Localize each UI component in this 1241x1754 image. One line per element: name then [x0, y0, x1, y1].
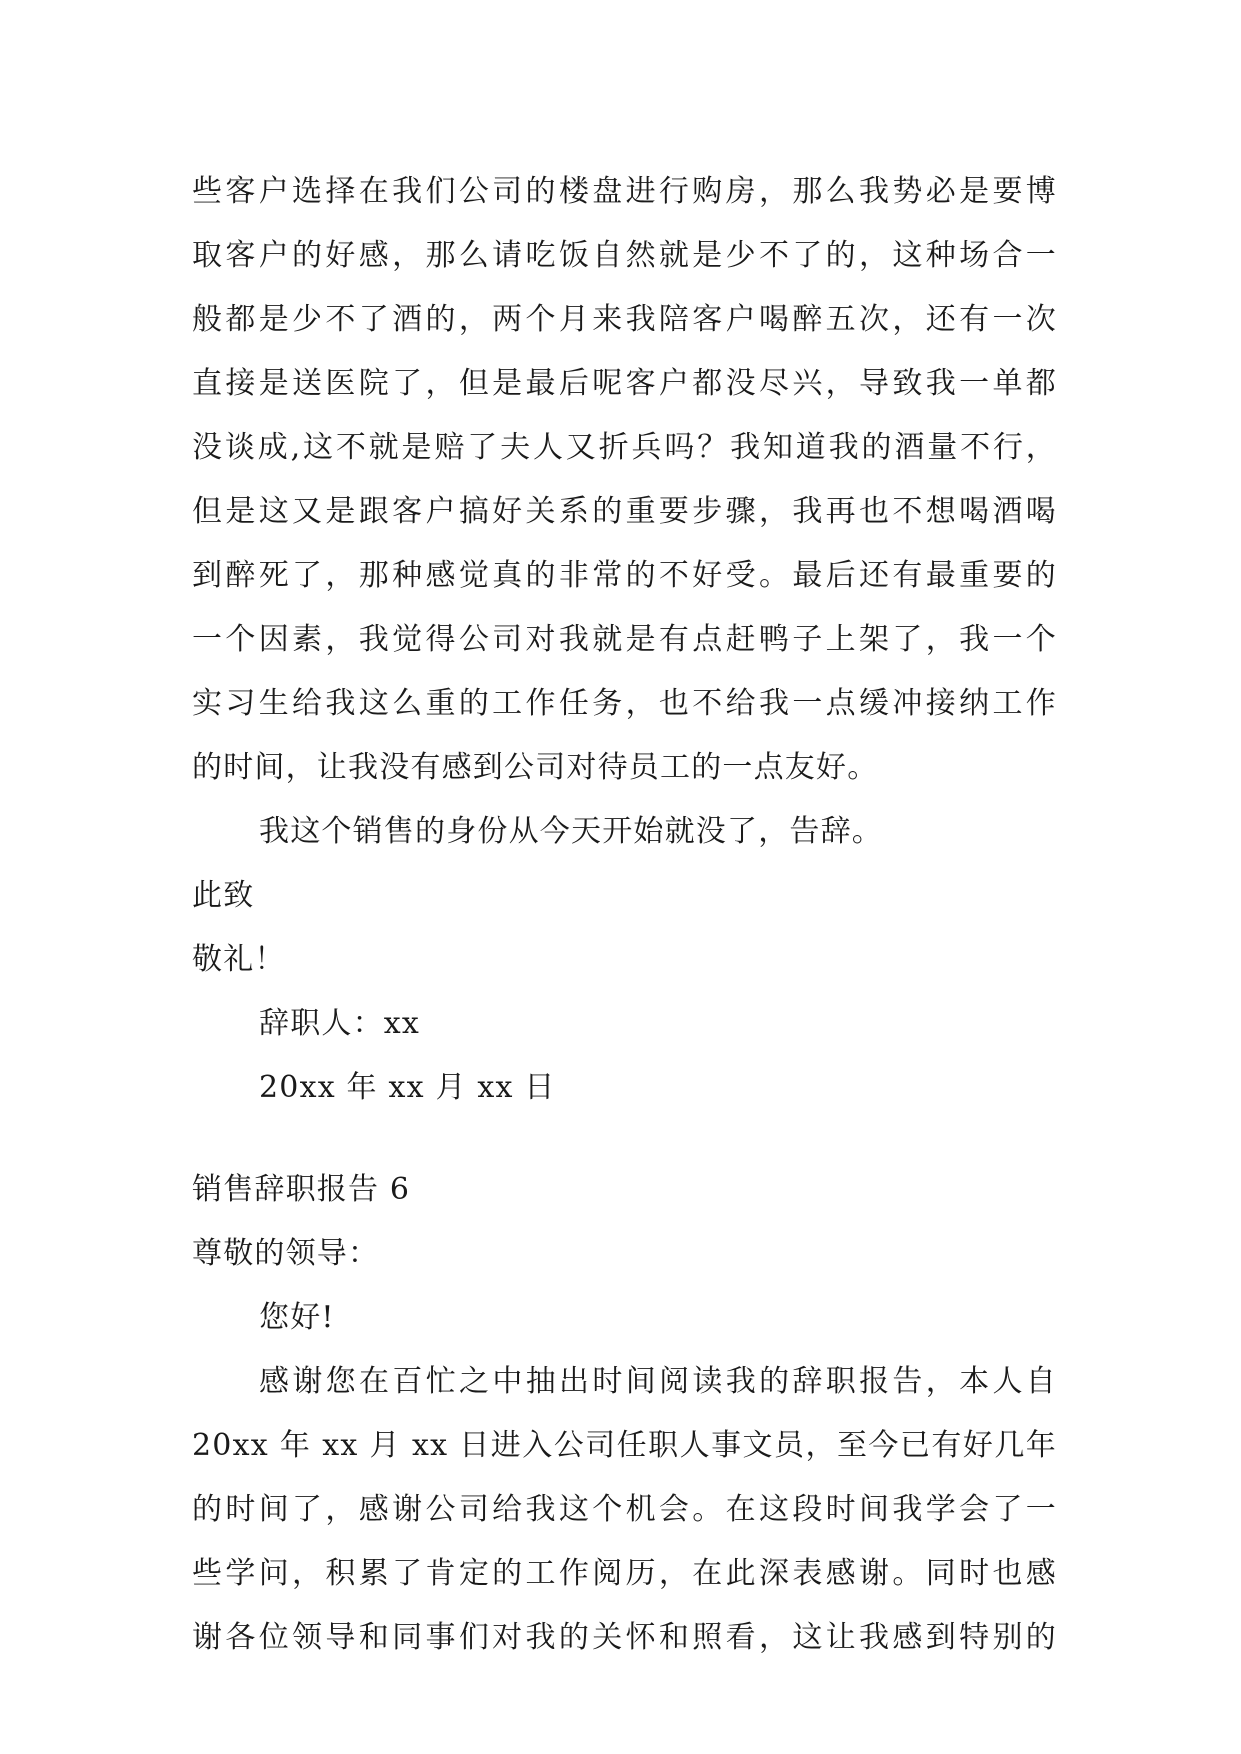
- letter-greeting: 您好!: [259, 1300, 335, 1335]
- paragraph-line: 一个因素，我觉得公司对我就是有点赶鸭子上架了，我一个: [192, 622, 1057, 657]
- paragraph-line: 但是这又是跟客户搞好关系的重要步骤，我再也不想喝酒喝: [192, 494, 1057, 529]
- section-spacer: [192, 1120, 1057, 1158]
- resignation-letter-continuation: [192, 160, 1057, 1120]
- paragraph-line: 20xx 年 xx 月 xx 日进入公司任职人事文员，至今已有好几年: [192, 1428, 1057, 1463]
- signature-date: 20xx 年 xx 月 xx 日: [259, 1070, 556, 1105]
- paragraph-line: 直接是送医院了，但是最后呢客户都没尽兴，导致我一单都: [192, 366, 1057, 401]
- closing-salutation: 此致: [192, 878, 255, 913]
- paragraph-line: 的时间了，感谢公司给我这个机会。在这段时间我学会了一: [192, 1492, 1057, 1527]
- section-title: 销售辞职报告 6: [192, 1172, 411, 1207]
- resignation-report-6: [192, 1158, 1057, 1670]
- paragraph-line: 的时间，让我没有感到公司对待员工的一点友好。: [192, 750, 879, 785]
- letter-salutation: 尊敬的领导：: [192, 1236, 380, 1271]
- farewell-paragraph: 我这个销售的身份从今天开始就没了，告辞。: [259, 814, 883, 849]
- closing-regards: 敬礼！: [192, 942, 286, 977]
- paragraph-line: 些学问，积累了肯定的工作阅历，在此深表感谢。同时也感: [192, 1556, 1057, 1591]
- paragraph-line: 感谢您在百忙之中抽出时间阅读我的辞职报告，本人自: [259, 1364, 1057, 1399]
- paragraph-line: 般都是少不了酒的，两个月来我陪客户喝醉五次，还有一次: [192, 302, 1057, 337]
- paragraph-line: 没谈成,这不就是赔了夫人又折兵吗？我知道我的酒量不行，: [192, 430, 1057, 465]
- paragraph-line: 实习生给我这么重的工作任务，也不给我一点缓冲接纳工作: [192, 686, 1057, 721]
- paragraph-line: 些客户选择在我们公司的楼盘进行购房，那么我势必是要博: [192, 174, 1057, 209]
- paragraph-line: 取客户的好感，那么请吃饭自然就是少不了的，这种场合一: [192, 238, 1057, 273]
- document-page: [192, 160, 1057, 1670]
- paragraph-line: 谢各位领导和同事们对我的关怀和照看，这让我感到特别的: [192, 1620, 1057, 1655]
- signer-name: 辞职人：xx: [259, 1006, 421, 1041]
- paragraph-line: 到醉死了，那种感觉真的非常的不好受。最后还有最重要的: [192, 558, 1057, 593]
